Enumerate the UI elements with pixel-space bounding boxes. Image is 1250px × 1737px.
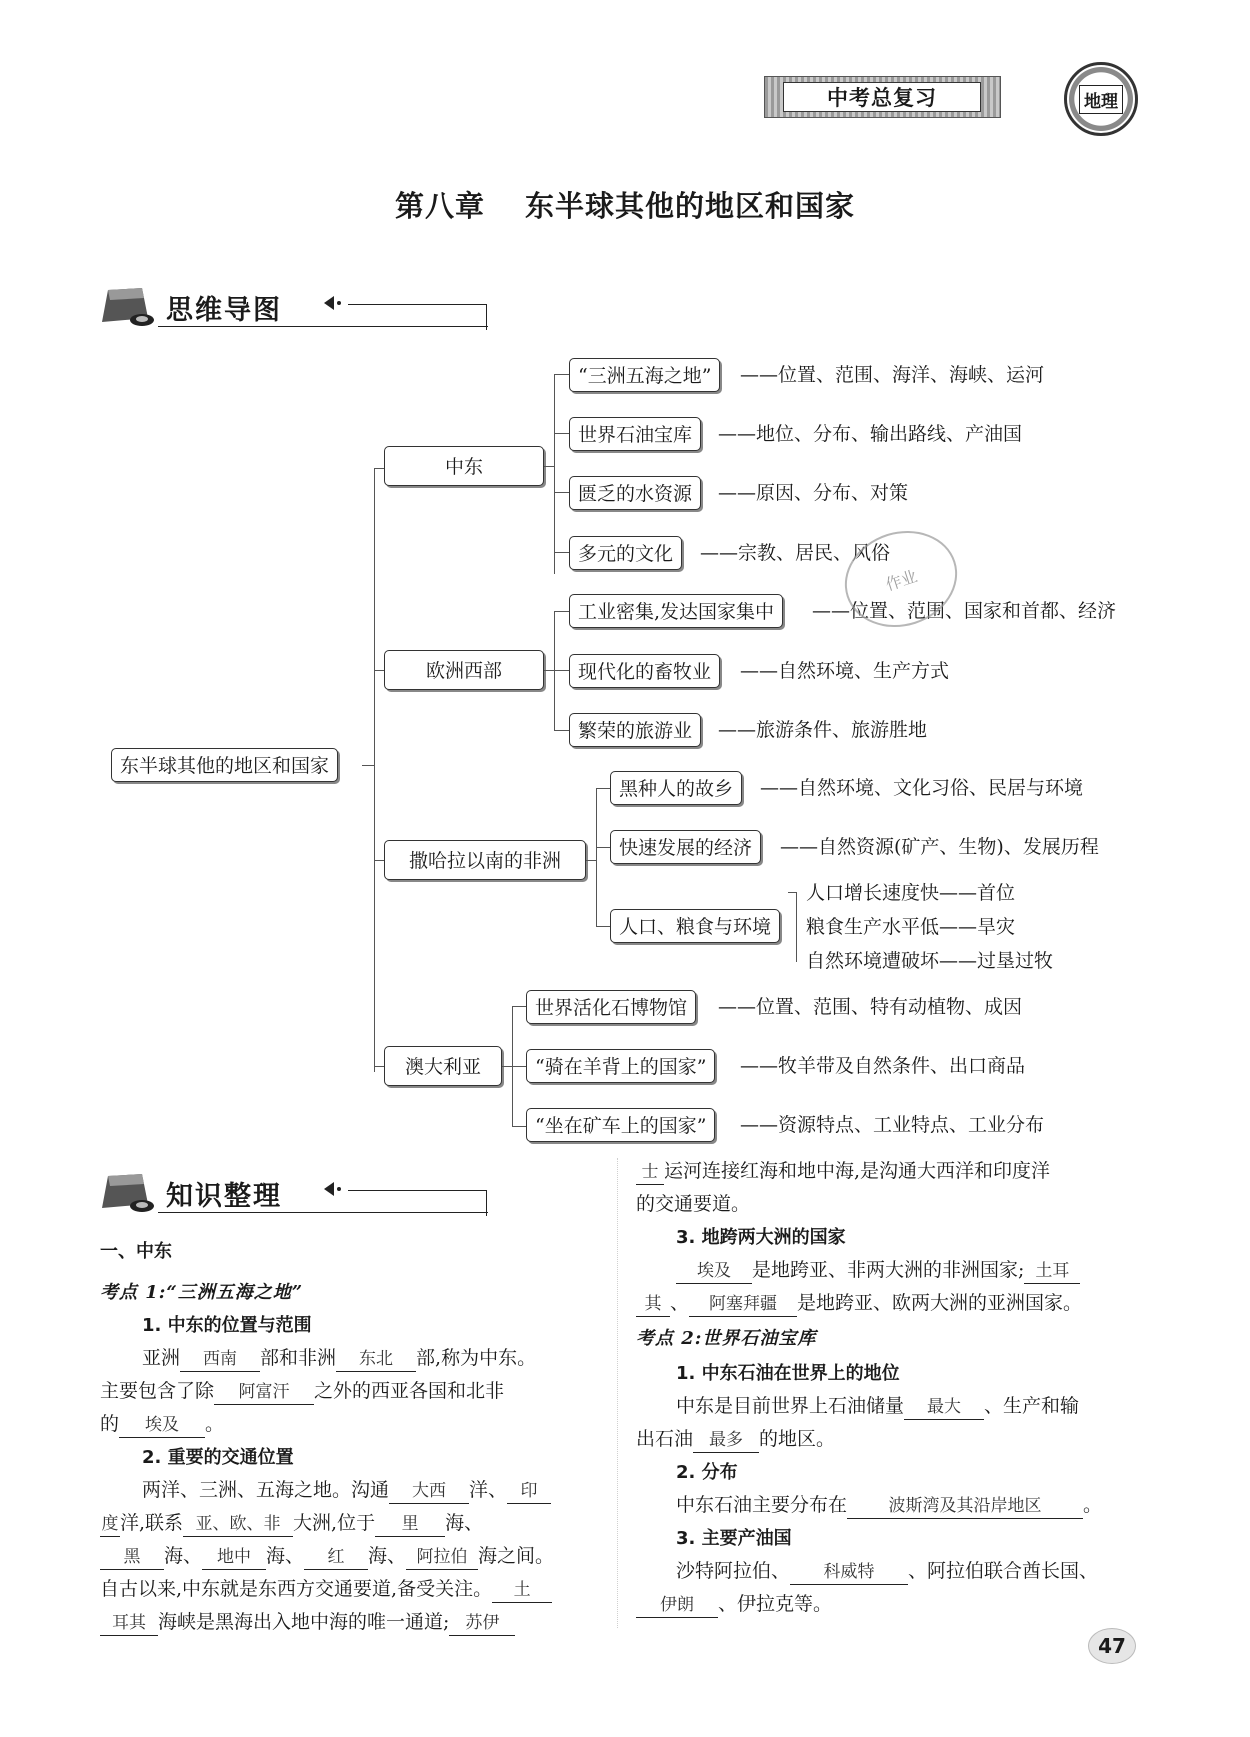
answer-blank: 西南: [180, 1347, 260, 1372]
answer-blank: 最大: [904, 1395, 984, 1420]
arrow-left-icon: [324, 296, 344, 310]
sub-topic: 自然环境遭破坏——过垦过牧: [806, 950, 1054, 972]
topic-desc: ——位置、范围、国家和首都、经济: [812, 600, 1117, 622]
topic-desc: ——自然环境、文化习俗、民居与环境: [760, 777, 1084, 799]
region-sub-saharan-africa: 撒哈拉以南的非洲: [384, 840, 586, 880]
answer-blank: 土耳: [1024, 1259, 1080, 1284]
answer-blank: 黑: [100, 1545, 164, 1570]
scroll-book-icon: [98, 284, 160, 328]
topic-livestock: 现代化的畜牧业: [569, 654, 720, 688]
topic-tourism: 繁荣的旅游业: [569, 713, 701, 747]
region-middle-east: 中东: [384, 446, 544, 486]
region-australia: 澳大利亚: [384, 1046, 502, 1086]
chapter-number: 第八章: [394, 189, 485, 223]
subject-badge: [1064, 62, 1138, 136]
text-line: 主要包含了除 阿富汗 之外的西亚各国和北非: [100, 1375, 504, 1408]
part-heading: 一、中东: [100, 1241, 172, 1262]
answer-blank: 里: [375, 1512, 445, 1537]
topic-desc: ——位置、范围、海洋、海峡、运河: [740, 364, 1045, 386]
answer-blank: 红: [304, 1545, 368, 1570]
topic-population-food-environment: 人口、粮食与环境: [610, 909, 780, 943]
answer-blank: 科威特: [790, 1560, 908, 1585]
topic-desc: ——资源特点、工业特点、工业分布: [740, 1114, 1045, 1136]
section-title-mindmap: 思维导图: [166, 295, 282, 326]
answer-blank: 印: [507, 1479, 551, 1504]
topic-economy: 快速发展的经济: [610, 830, 761, 864]
answer-blank: 伊朗: [636, 1593, 718, 1618]
text-line: 埃及 是地跨亚、非两大洲的非洲国家; 土耳: [676, 1254, 1080, 1287]
answer-blank: 阿拉伯: [406, 1545, 478, 1570]
text-line: 中东是目前世界上石油储量 最大 、生产和输: [676, 1390, 1079, 1423]
text-line: 士 运河连接红海和地中海,是沟通大西洋和印度洋: [636, 1155, 1050, 1188]
sub-heading: 3. 地跨两大洲的国家: [676, 1227, 846, 1248]
answer-blank: 阿富汗: [214, 1380, 314, 1405]
text-line: 黑 海、 地中 海、 红 海、 阿拉伯 海之间。: [100, 1540, 554, 1573]
answer-blank: 士: [636, 1160, 664, 1185]
topic-three-continents: “三洲五海之地”: [569, 358, 720, 392]
topic-desc: ——宗教、居民、风俗: [700, 542, 891, 564]
topic-industry: 工业密集,发达国家集中: [569, 594, 783, 628]
topic-desc: ——自然资源(矿产、生物)、发展历程: [780, 836, 1099, 858]
text-line: 亚洲 西南 部和非洲 东北 部,称为中东。: [142, 1342, 536, 1375]
text-line: 的交通要道。: [636, 1193, 751, 1215]
answer-blank: 度: [100, 1512, 120, 1537]
answer-blank: 埃及: [119, 1413, 205, 1438]
answer-blank: 最多: [693, 1428, 759, 1453]
scroll-book-icon: [98, 1170, 160, 1214]
topic-oil-treasury: 世界石油宝库: [569, 417, 701, 451]
text-line: 沙特阿拉伯、 科威特 、阿拉伯联合酋长国、: [676, 1555, 1098, 1588]
topic-desc: ——自然环境、生产方式: [740, 660, 950, 682]
answer-blank: 东北: [336, 1347, 416, 1372]
text-line: 其 、 阿塞拜疆 是地跨亚、欧两大洲的亚洲国家。: [636, 1287, 1082, 1320]
sub-topic: 粮食生产水平低——旱灾: [806, 916, 1016, 938]
subject-label: 地理: [1079, 85, 1123, 114]
text-line: 两洋、三洲、五海之地。沟通 大西 洋、 印: [142, 1474, 551, 1507]
sub-heading: 1. 中东石油在世界上的地位: [676, 1363, 900, 1384]
topic-sheep-back-country: “骑在羊背上的国家”: [526, 1049, 715, 1083]
sub-heading: 3. 主要产油国: [676, 1528, 792, 1549]
sub-heading: 2. 重要的交通位置: [142, 1447, 294, 1468]
answer-blank: 埃及: [676, 1259, 752, 1284]
text-line: 中东石油主要分布在 波斯湾及其沿岸地区 。: [676, 1489, 1102, 1522]
sub-topic: 人口增长速度快——首位: [806, 882, 1016, 904]
text-line: 自古以来,中东就是东西方交通要道,备受关注。 土: [100, 1573, 552, 1606]
exam-point-2: 考点 2:世界石油宝库: [636, 1328, 817, 1349]
answer-blank: 阿塞拜疆: [689, 1292, 797, 1317]
arrow-left-icon: [324, 1182, 344, 1196]
topic-diverse-culture: 多元的文化: [569, 536, 682, 570]
region-western-europe: 欧洲西部: [384, 650, 544, 690]
section-header-knowledge: [98, 1170, 498, 1214]
answer-blank: 波斯湾及其沿岸地区: [847, 1494, 1083, 1519]
header-banner: [764, 76, 1001, 118]
topic-living-fossil-museum: 世界活化石博物馆: [526, 990, 696, 1024]
homework-stamp: 作业: [832, 517, 969, 642]
text-line: 的 埃及 。: [100, 1408, 224, 1441]
topic-desc: ——原因、分布、对策: [718, 482, 909, 504]
answer-blank: 大西: [389, 1479, 469, 1504]
topic-desc: ——地位、分布、输出路线、产油国: [718, 423, 1023, 445]
answer-blank: 苏伊: [449, 1611, 515, 1636]
answer-blank: 土: [492, 1578, 552, 1603]
sub-heading: 2. 分布: [676, 1462, 738, 1483]
text-line: 度洋,联系 亚、欧、非 大洲,位于 里 海、: [100, 1507, 483, 1540]
chapter-name: 东半球其他的地区和国家: [525, 189, 856, 223]
mindmap-root: 东半球其他的地区和国家: [111, 748, 338, 782]
exam-point-1: 考点 1:“三洲五海之地”: [100, 1282, 304, 1303]
topic-desc: ——位置、范围、特有动植物、成因: [718, 996, 1023, 1018]
text-line: 出石油 最多 的地区。: [636, 1423, 835, 1456]
answer-blank: 其: [636, 1292, 670, 1317]
topic-water-scarcity: 匮乏的水资源: [569, 476, 701, 510]
answer-blank: 地中: [202, 1545, 266, 1570]
answer-blank: 亚、欧、非: [183, 1512, 293, 1537]
chapter-title: [0, 184, 1250, 225]
text-line: 伊朗 、伊拉克等。: [636, 1588, 832, 1621]
text-line: 耳其 海峡是黑海出入地中海的唯一通道; 苏伊: [100, 1606, 515, 1639]
topic-black-race-homeland: 黑种人的故乡: [610, 771, 742, 805]
section-header-mindmap: [98, 284, 498, 328]
answer-blank: 耳其: [100, 1611, 158, 1636]
topic-desc: ——牧羊带及自然条件、出口商品: [740, 1055, 1026, 1077]
sub-heading: 1. 中东的位置与范围: [142, 1315, 312, 1336]
section-title-knowledge: 知识整理: [166, 1181, 282, 1212]
header-banner-label: 中考总复习: [783, 82, 981, 112]
topic-desc: ——旅游条件、旅游胜地: [718, 719, 928, 741]
page-number: 47: [1088, 1628, 1136, 1664]
topic-mine-cart-country: “坐在矿车上的国家”: [526, 1108, 715, 1142]
